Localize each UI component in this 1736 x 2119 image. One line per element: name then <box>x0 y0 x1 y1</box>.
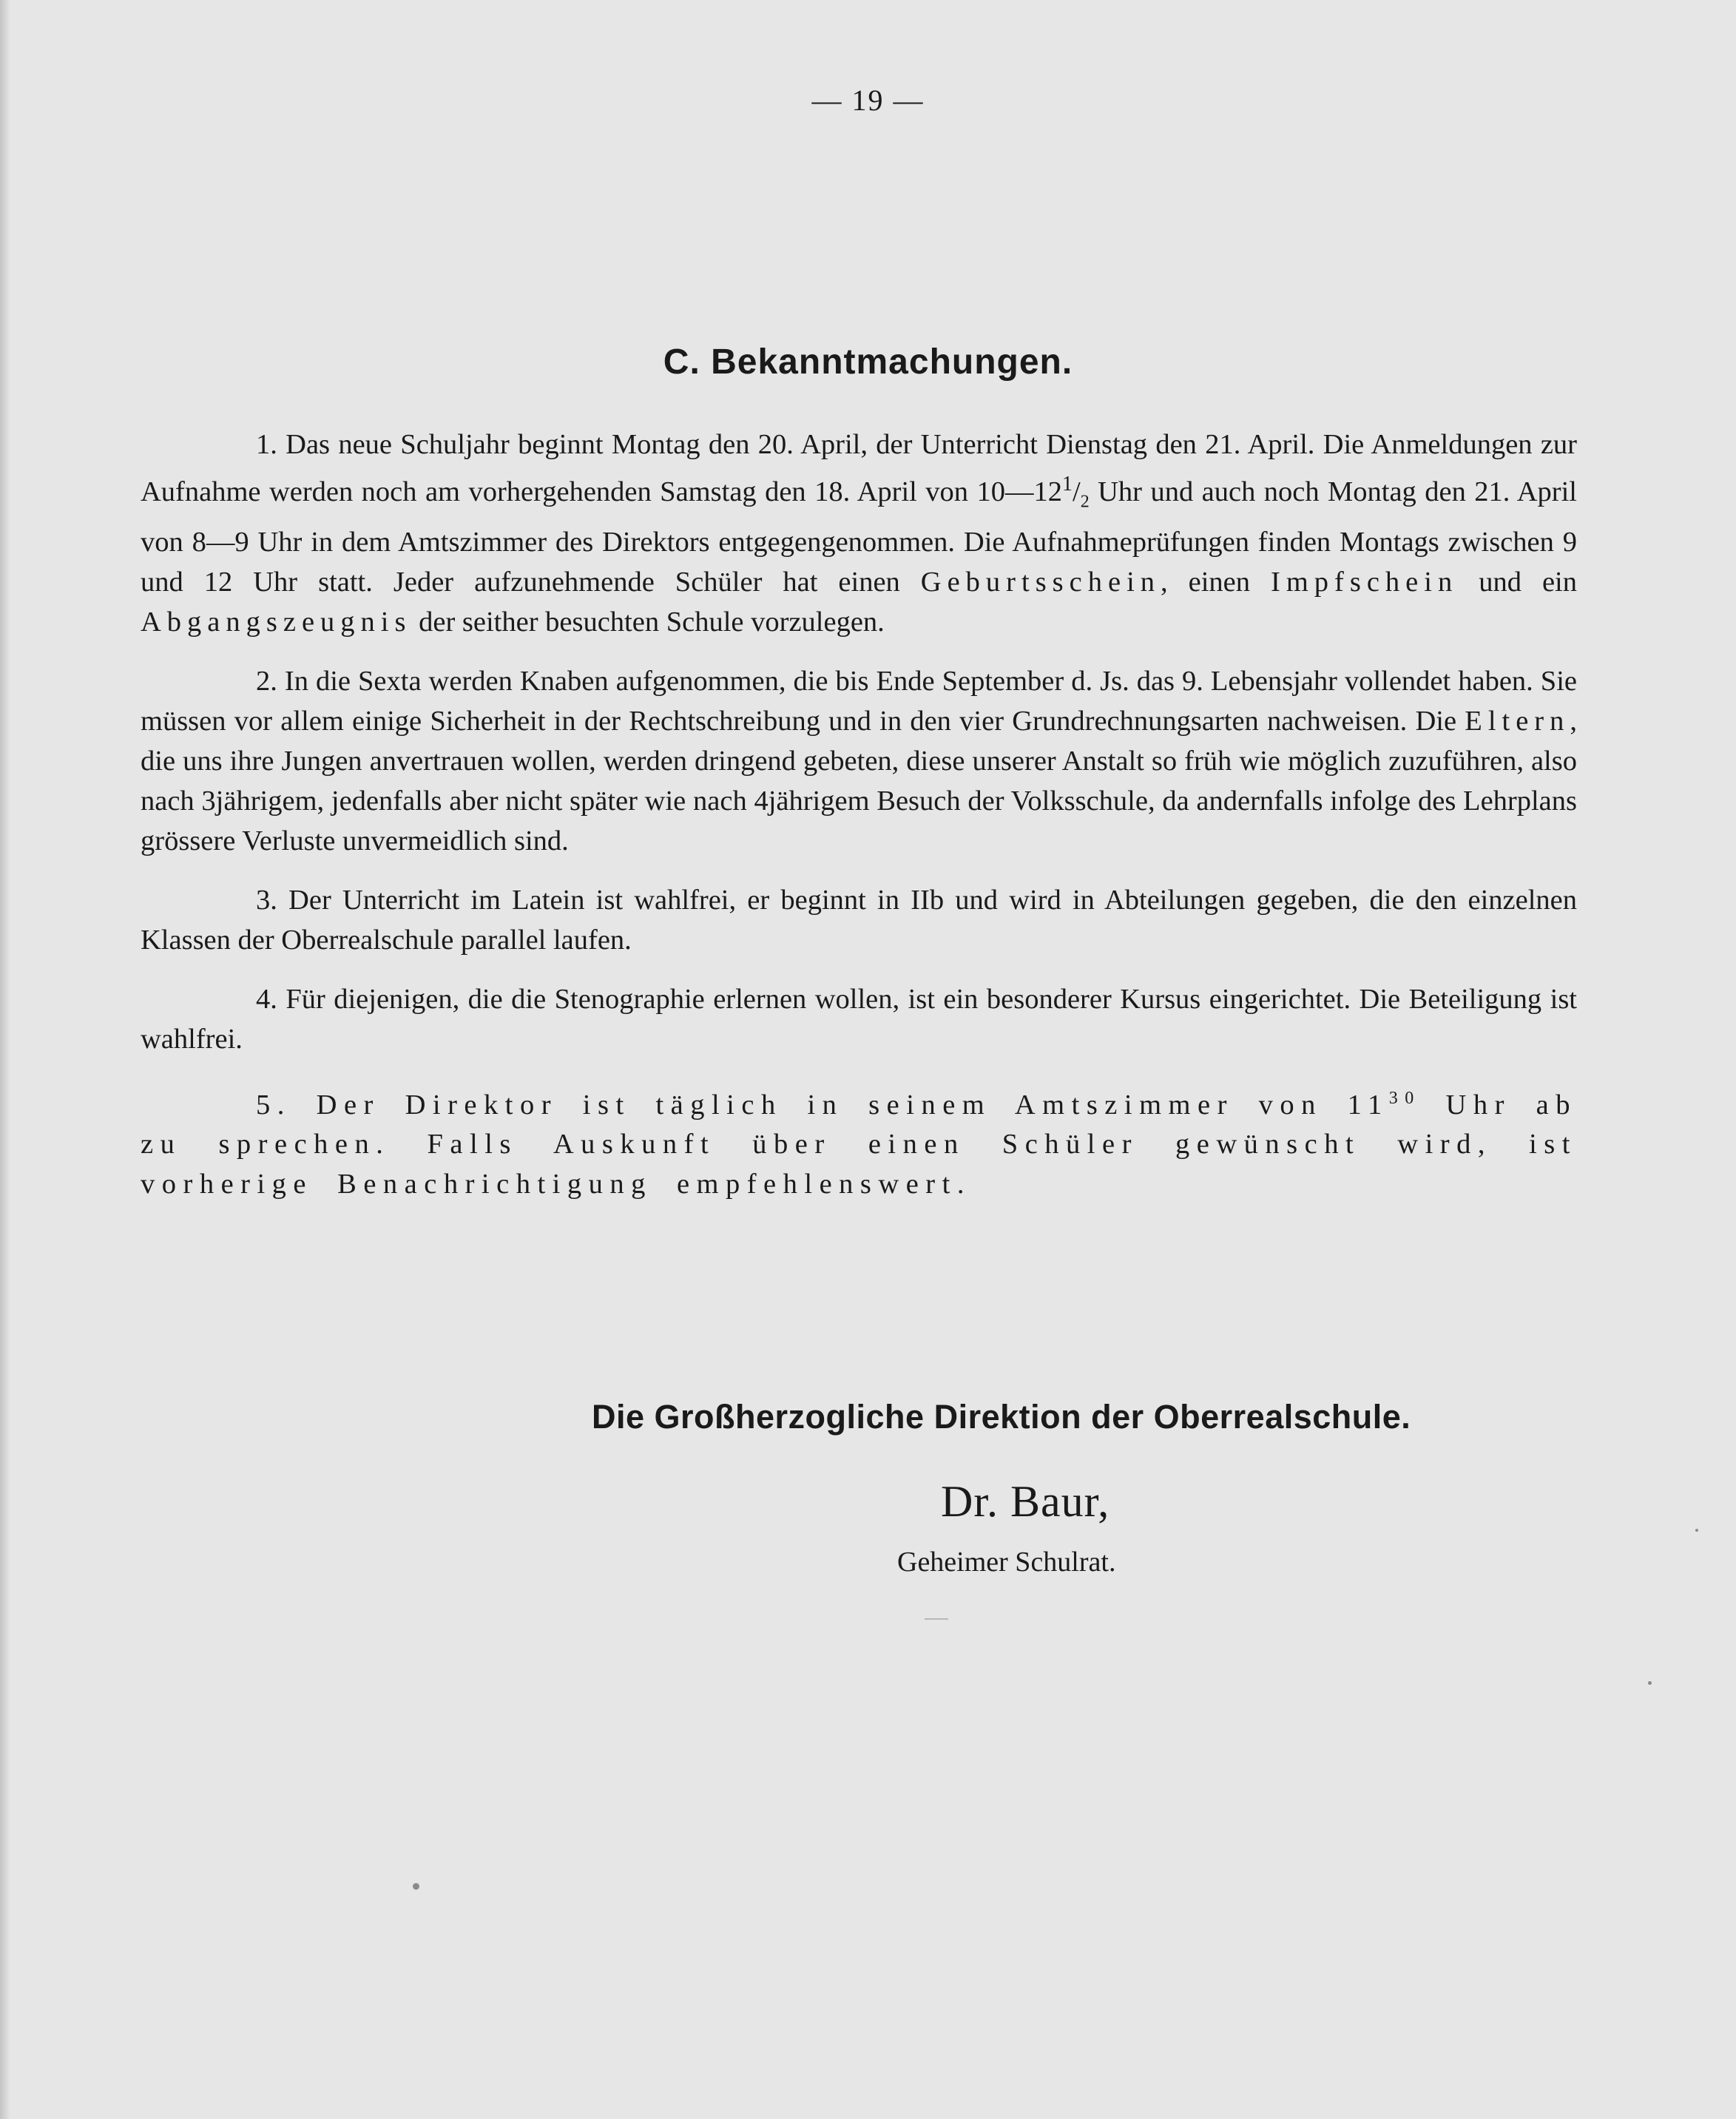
section-title: C. Bekanntmachungen. <box>663 342 1073 382</box>
emphasis-eltern: Eltern <box>1465 705 1570 737</box>
ink-speck <box>413 1883 419 1890</box>
paragraph-5-part-b: Uhr ab zu sprechen. Falls Auskunft über einen Schüler gewünscht wird, ist vorherige Benachrichtigung empfehlenswert. <box>141 1089 1577 1200</box>
issuing-authority: Die Großherzogliche Direktion der Oberrealschule. <box>592 1398 1411 1436</box>
paragraph-2-part-a: 2. In die Sexta werden Knaben aufgenommen, die bis Ende September d. Js. das 9. Lebensjahr vollendet haben. Sie müssen vor allem einige Sicherheit in der Rechtschreibung und in den vier Grundrechnungsarten nachweisen. Die <box>141 665 1577 737</box>
paragraph-2 <box>141 661 1577 861</box>
paragraph-2-part-b: , die uns ihre Jungen anvertrauen wollen, werden dringend gebeten, diese unserer Anstalt so früh wie möglich zuzuführen, also nach 3jährigem, jedenfalls aber nicht später wie nach 4jährigem Besuch der Volksschule, da andernfalls infolge des Lehrplans grössere Verluste unvermeidlich sind. <box>141 705 1577 856</box>
paragraph-5 <box>141 1078 1577 1205</box>
page-edge-shadow <box>0 0 10 2119</box>
paragraph-1-part-d: und ein <box>1458 566 1577 598</box>
emphasis-geburtsschein: Geburtsschein <box>920 566 1161 598</box>
paragraph-5-part-a: 5. Der Direktor ist täglich in seinem Amtszimmer von 11 <box>256 1089 1389 1121</box>
paragraph-1-part-b: Uhr und auch noch Montag den 21. April von 8—9 Uhr in dem Amtszimmer des Direktors entgegengenommen. Die Aufnahmeprüfungen finden Montags zwischen 9 und 12 Uhr statt. Jeder aufzunehmende Schüler hat einen <box>141 476 1577 598</box>
time-superscript: 30 <box>1388 1088 1421 1108</box>
signatory-title: Geheimer Schulrat. <box>897 1547 1116 1578</box>
fraction-numerator: 1 <box>1061 473 1073 496</box>
ink-speck <box>1648 1681 1652 1685</box>
paragraph-4: 4. Für diejenigen, die die Stenographie erlernen wollen, ist ein besonderer Kursus eingerichtet. Die Beteiligung ist wahlfrei. <box>141 983 1577 1055</box>
paragraph-1-part-e: der seither besuchten Schule vorzulegen. <box>411 606 885 638</box>
paragraph-1-part-a: 1. Das neue Schuljahr beginnt Montag den 20. April, der Unterricht Dienstag den 21. April. Die Anmeldungen zur Aufnahme werden noch am vorhergehenden Samstag den 18. April von 10—12 <box>141 429 1577 507</box>
paragraph-1: 1. Das neue Schuljahr beginnt Montag den 20. April, der Unterricht Dienstag den 21. April. Die Anmeldungen zur Aufnahme werden noch am vorhergehenden Samstag den 18. April von $10—12^1/_2$ Uhr und auch noch Montag den 21. April von 8—9 Uhr in dem Amtszimmer des Direktors entgegengenommen. Die Aufnahmeprüfungen finden Montags zwischen 9 und 12 Uhr statt. Jeder aufzunehmende Schüler hat einen Geburtsschein, einen Impfschein und ein Abgangszeugnis der seither besuchten Schule vorzulegen. <box>141 429 1577 638</box>
page-number: — 19 — <box>811 84 925 117</box>
signatory-name: Dr. Baur, <box>941 1477 1110 1526</box>
emphasis-impfschein: Impfschein <box>1271 566 1459 598</box>
fraction-denominator: 2 <box>1080 492 1090 512</box>
body-text <box>141 425 1577 1223</box>
paragraph-1-part-c: , einen <box>1161 566 1271 598</box>
paragraph-3: 3. Der Unterricht im Latein ist wahlfrei, er beginnt in IIb und wird in Abteilungen gegeben, die den einzelnen Klassen der Oberrealschule parallel laufen. <box>141 884 1577 956</box>
emphasis-abgangszeugnis: Abgangszeugnis <box>141 606 412 638</box>
ink-speck <box>1695 1529 1698 1532</box>
print-mark <box>925 1618 948 1620</box>
